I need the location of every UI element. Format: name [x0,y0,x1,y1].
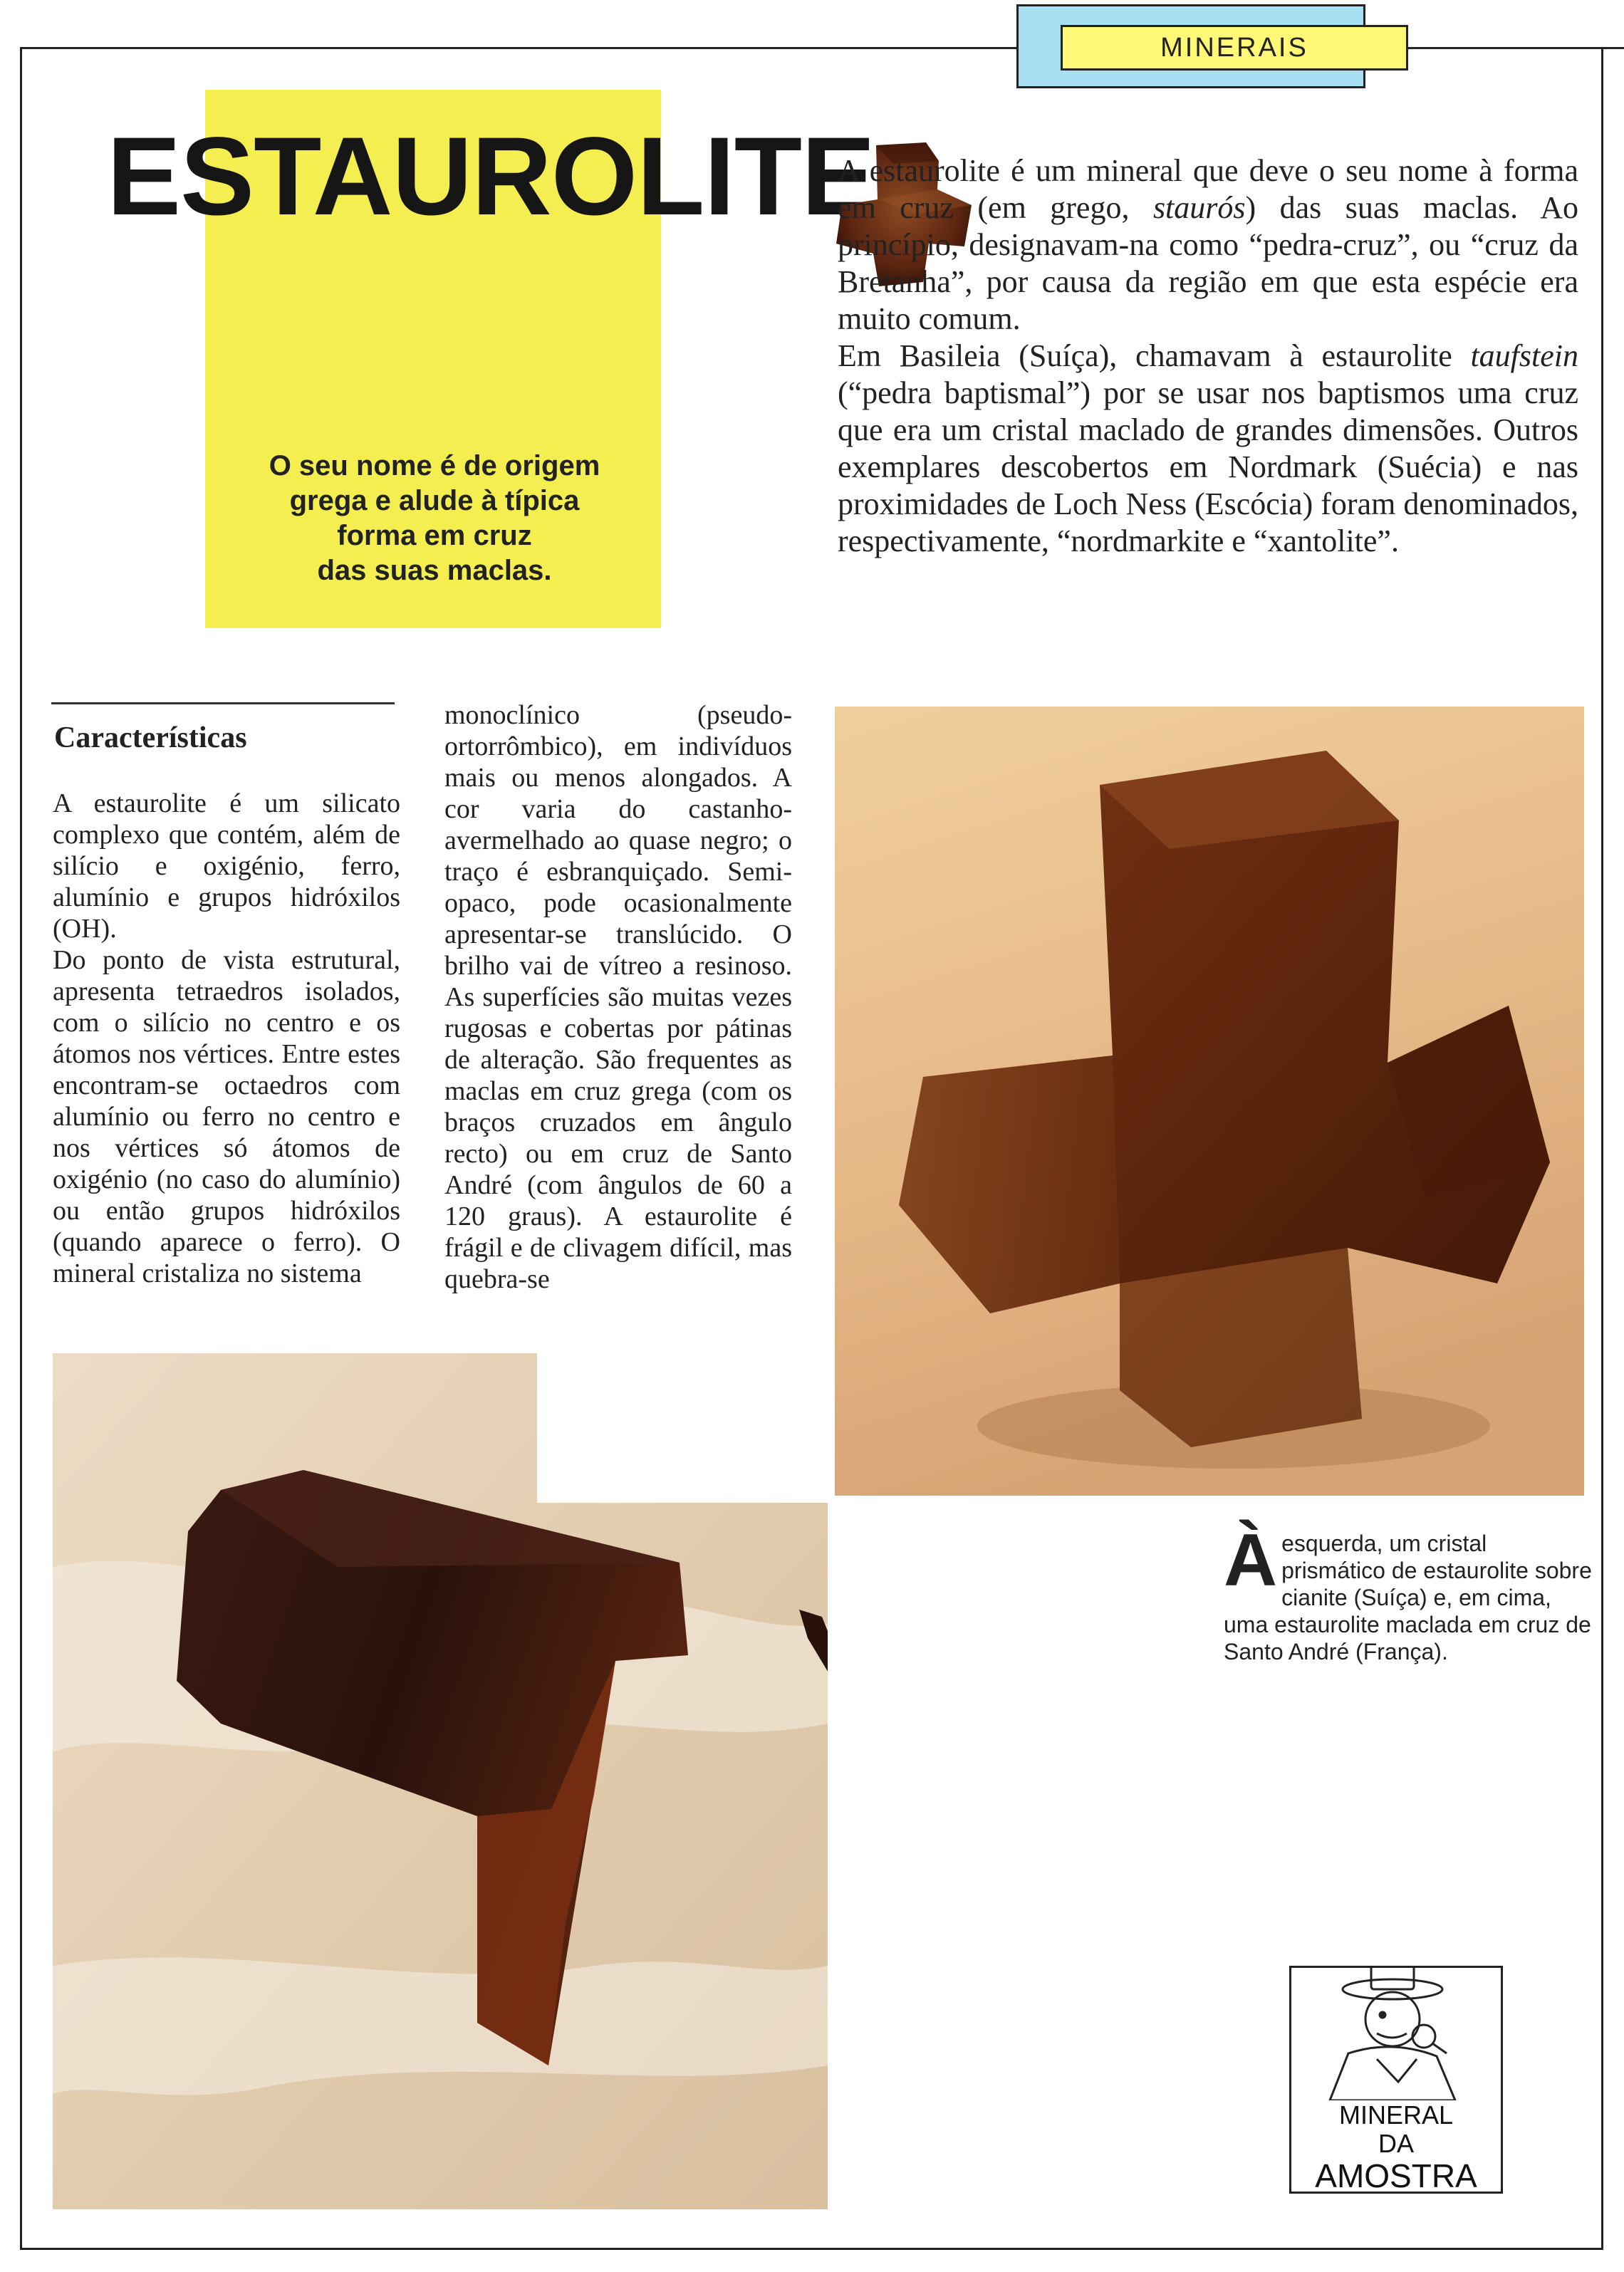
subtitle-line: forma em cruz [337,520,532,551]
section-label: MINERAIS [1061,25,1408,71]
photo-prismatic-staurolite-on-kyanite [53,1353,828,2209]
subtitle [235,449,634,588]
mascot-label [1291,2101,1501,2194]
intro-paragraph-2: Em Basileia (Suíça), chamavam à estaurolite taufstein (“pedra baptismal”) por se usar nos baptismos uma cruz que era um cristal maclado de grandes dimensões. Outros exemplares descobertos em Nordmark (Suécia) e nas proximidades de Loch Ness (Escócia) foram denominados, respectivamente, “nordmarkite e “xantolite”. [838,338,1578,558]
frame-right-line [1601,47,1603,2248]
photo-caption [1224,1519,1594,1665]
mascot-label-line-1: MINERAL [1338,2100,1454,2130]
caption-dropcap: À [1224,1519,1278,1602]
characteristics-column-1 [53,788,400,1289]
frame-left-line [20,47,22,2248]
caption-text: esquerda, um cristal prismático de estaurolite sobre cianite (Suíça) e, em cima, uma estaurolite maclada em cruz de Santo André (França). [1224,1531,1592,1664]
subtitle-line: grega e alude à típica [289,485,580,516]
mascot-label-line-2: DA [1378,2129,1414,2158]
section-divider [51,702,395,704]
characteristics-heading: Características [54,721,247,754]
mascot-illustration-icon [1291,1968,1501,2100]
intro-text [838,152,1578,560]
frame-bottom-line [20,2248,1603,2250]
mascot-label-line-3: AMOSTRA [1315,2157,1477,2194]
column-1-paragraph-1: A estaurolite é um silicato complexo que contém, além de silício e oxigénio, ferro, alumínio e grupos hidróxilos (OH). [53,788,400,944]
subtitle-line: O seu nome é de origem [269,450,600,481]
intro-paragraph-1: A estaurolite é um mineral que deve o seu nome à forma em cruz (em grego, staurós) das suas maclas. Ao princípio, designavam-na como “pedra-cruz”, ou “cruz da Bretanha”, por causa da região em que esta espécie era muito comum. [838,153,1578,336]
characteristics-column-2: monoclínico (pseudo-ortorrômbico), em indivíduos mais ou menos alongados. A cor varia do castanho-avermelhado ao quase negro; o traço é esbranquiçado. Semi-opaco, pode ocasionalmente apresentar-se translúcido. O brilho vai de vítreo a resinoso. As superfícies são muitas vezes rugosas e cobertas por pátinas de alteração. São frequentes as maclas em cruz grega (com os braços cruzados em ângulo recto) ou em cruz de Santo André (com ângulos de 60 a 120 graus). A estaurolite é frágil e de clivagem difícil, mas quebra-se [444,700,792,1294]
subtitle-line: das suas maclas. [317,555,552,586]
photo-twinned-staurolite [835,707,1584,1496]
page-title: ESTAUROLITE [107,115,875,239]
column-1-paragraph-2: Do ponto de vista estrutural, apresenta tetraedros isolados, com o silício no centro e os átomos nos vértices. Entre estes encontram-se octaedros com alumínio ou ferro no centro e nos vértices só átomos de oxigénio (no caso do alumínio) ou então grupos hidróxilos (quando aparece o ferro). O mineral cristaliza no sistema [53,945,400,1288]
